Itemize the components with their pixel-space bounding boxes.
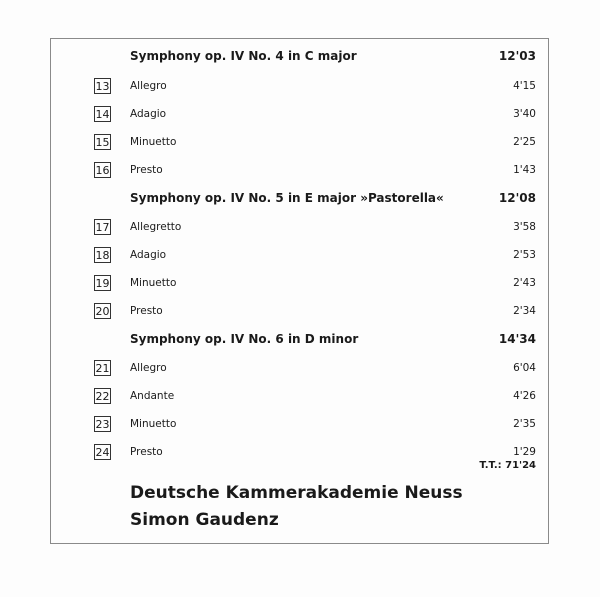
track-number: 17 [95, 220, 110, 234]
track-title: Allegro [130, 80, 167, 92]
track-title: Presto [130, 164, 163, 176]
track-row [94, 218, 536, 236]
track-row [94, 133, 536, 151]
track-duration: 4'26 [513, 390, 536, 402]
track-number: 19 [95, 276, 110, 290]
track-row [94, 443, 536, 461]
track-number: 18 [95, 248, 110, 262]
track-number: 13 [95, 79, 110, 93]
track-row [94, 77, 536, 95]
symphony-title: Symphony op. IV No. 6 in D minor [130, 332, 359, 346]
track-duration: 4'15 [513, 80, 536, 92]
total-time: T.T.: 71'24 [479, 460, 536, 471]
symphony-heading [130, 189, 536, 207]
track-number: 22 [95, 389, 110, 403]
track-title: Adagio [130, 108, 167, 120]
symphony-heading [130, 47, 536, 65]
track-number: 23 [95, 417, 110, 431]
symphony-title: Symphony op. IV No. 4 in C major [130, 49, 357, 63]
track-row [94, 387, 536, 405]
track-duration: 1'29 [513, 446, 536, 458]
track-title: Minuetto [130, 418, 177, 430]
ensemble-name: Deutsche Kammerakademie Neuss [130, 483, 463, 503]
track-number: 14 [95, 107, 110, 121]
symphony-duration: 14'34 [498, 332, 536, 346]
track-title: Minuetto [130, 277, 177, 289]
conductor-name: Simon Gaudenz [130, 510, 279, 530]
track-row [94, 161, 536, 179]
track-row [94, 302, 536, 320]
track-duration: 2'34 [513, 305, 536, 317]
track-duration: 3'58 [513, 221, 536, 233]
track-title: Minuetto [130, 136, 177, 148]
track-title: Allegretto [130, 221, 182, 233]
symphony-duration: 12'08 [498, 191, 536, 205]
track-title: Allegro [130, 362, 167, 374]
track-title: Presto [130, 446, 163, 458]
track-duration: 1'43 [513, 164, 536, 176]
track-row [94, 359, 536, 377]
track-duration: 2'43 [513, 277, 536, 289]
track-title: Andante [130, 390, 175, 402]
track-title: Presto [130, 305, 163, 317]
track-duration: 2'25 [513, 136, 536, 148]
track-row [94, 246, 536, 264]
track-duration: 6'04 [513, 362, 536, 374]
track-row [94, 105, 536, 123]
track-row [94, 415, 536, 433]
track-number: 24 [95, 445, 110, 459]
track-number: 16 [95, 163, 110, 177]
symphony-duration: 12'03 [498, 49, 536, 63]
track-number: 21 [95, 361, 110, 375]
symphony-title: Symphony op. IV No. 5 in E major »Pastorella« [130, 191, 444, 205]
track-duration: 2'53 [513, 249, 536, 261]
track-number: 15 [95, 135, 110, 149]
track-duration: 3'40 [513, 108, 536, 120]
track-number: 20 [95, 304, 110, 318]
track-duration: 2'35 [513, 418, 536, 430]
track-row [94, 274, 536, 292]
track-title: Adagio [130, 249, 167, 261]
symphony-heading [130, 330, 536, 348]
